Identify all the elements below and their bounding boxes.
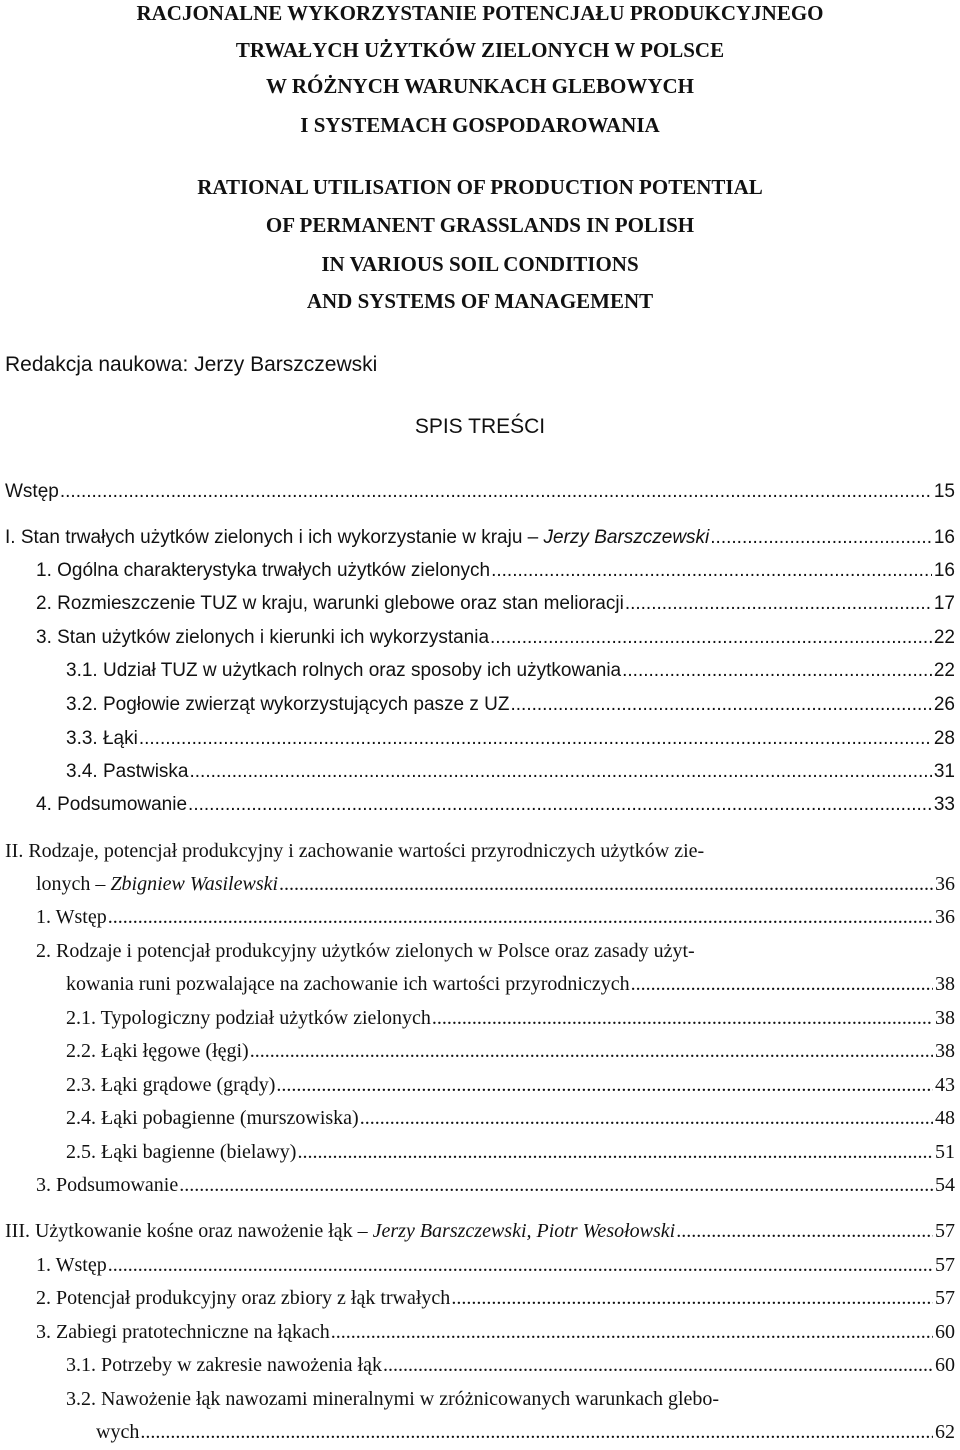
- toc-entry-page: 43: [935, 1074, 955, 1096]
- toc-entry-title: III. Użytkowanie kośne oraz nawożenie łąk –: [5, 1220, 373, 1242]
- toc-entry[interactable]: [36, 558, 955, 584]
- toc-entry-title: 2.2. Łąki łęgowe (łęgi): [66, 1040, 249, 1062]
- toc-entry[interactable]: [5, 479, 955, 505]
- title-en-line-4: AND SYSTEMS OF MANAGEMENT: [306, 289, 654, 313]
- toc-entry-title: 2.1. Typologiczny podział użytków zielonych: [66, 1007, 431, 1029]
- toc-entry-page: 15: [933, 481, 955, 502]
- toc-entry-page: 17: [933, 593, 955, 614]
- toc-heading: SPIS TREŚCI: [414, 415, 546, 438]
- toc-entry-page: 62: [935, 1421, 955, 1443]
- toc-entry[interactable]: [5, 525, 955, 551]
- toc-entry-page: 22: [933, 627, 955, 648]
- toc-entry-title: 3. Zabiegi pratotechniczne na łąkach: [36, 1321, 330, 1343]
- toc-entry-page: 57: [935, 1287, 955, 1309]
- title-en-line-2: OF PERMANENT GRASSLANDS IN POLISH: [265, 213, 695, 237]
- toc-entry-title: 2.5. Łąki bagienne (bielawy): [66, 1141, 297, 1163]
- toc-entry-title: 2. Potencjał produkcyjny oraz zbiory z łąk trwałych: [36, 1287, 451, 1309]
- toc-entry-page: 26: [933, 694, 955, 715]
- toc-entry-title-line[interactable]: 3.2. Nawożenie łąk nawozami mineralnymi w zróżnicowanych warunkach glebo-: [66, 1388, 720, 1410]
- toc-entry-page: 31: [933, 761, 955, 782]
- toc-entry-title: 3.4. Pastwiska: [66, 761, 189, 782]
- toc-entry-title: 4. Podsumowanie: [36, 794, 188, 815]
- toc-entry-author: Jerzy Barszczewski, Piotr Wesołowski: [372, 1220, 676, 1242]
- toc-entry-title: 3.1. Udział TUZ w użytkach rolnych oraz sposoby ich użytkowania: [66, 660, 622, 681]
- toc-entry-title: lonych –: [36, 873, 111, 895]
- toc-entry[interactable]: [96, 1419, 955, 1445]
- toc-entry-title: 2.4. Łąki pobagienne (murszowiska): [66, 1107, 359, 1129]
- toc-entry[interactable]: [66, 1352, 955, 1378]
- toc-entry-page: 60: [935, 1354, 955, 1376]
- toc-entry[interactable]: [36, 1319, 955, 1345]
- toc-entry[interactable]: [36, 792, 955, 818]
- toc-entry-page: 36: [935, 873, 955, 895]
- title-pl-line-2: TRWAŁYCH UŻYTKÓW ZIELONYCH W POLSCE: [235, 38, 725, 62]
- toc-entry-page: 51: [935, 1141, 955, 1163]
- toc-entry[interactable]: [66, 759, 955, 785]
- toc-entry-page: 54: [935, 1174, 955, 1196]
- toc-entry-author: Jerzy Barszczewski: [543, 527, 710, 548]
- toc-entry-author: Zbigniew Wasilewski: [110, 873, 279, 895]
- toc-entry[interactable]: [66, 1139, 955, 1165]
- toc-entry[interactable]: [66, 1038, 955, 1064]
- toc-entry-title: 2.3. Łąki grądowe (grądy): [66, 1074, 276, 1096]
- toc-entry-page: 38: [935, 973, 955, 995]
- toc-entry-title-line[interactable]: 2. Rodzaje i potencjał produkcyjny użytków zielonych w Polsce oraz zasady użyt-: [36, 940, 695, 962]
- toc-entry-page: 36: [935, 906, 955, 928]
- toc-entry-title: 1. Ogólna charakterystyka trwałych użytków zielonych: [36, 560, 491, 581]
- toc-entry[interactable]: [66, 1105, 955, 1131]
- toc-entry[interactable]: [36, 1285, 955, 1311]
- title-en-line-1: RATIONAL UTILISATION OF PRODUCTION POTENTIAL: [197, 175, 763, 199]
- toc-entry-page: 57: [935, 1220, 955, 1242]
- toc-entry-title: kowania runi pozwalające na zachowanie ich wartości przyrodniczych: [66, 973, 630, 995]
- toc-entry[interactable]: [66, 692, 955, 718]
- toc-entry-title: Wstęp: [5, 481, 59, 502]
- toc-entry-title: 3.3. Łąki: [66, 728, 138, 749]
- toc-entry-page: 38: [935, 1040, 955, 1062]
- toc-entry-title: 3.2. Pogłowie zwierząt wykorzystujących pasze z UZ: [66, 694, 510, 715]
- toc-entry-page: 38: [935, 1007, 955, 1029]
- toc-entry[interactable]: [36, 625, 955, 651]
- toc-entry-title: 3.1. Potrzeby w zakresie nawożenia łąk: [66, 1354, 382, 1376]
- toc-entry-page: 16: [933, 527, 955, 548]
- toc-entry-page: 60: [935, 1321, 955, 1343]
- title-pl-line-4: I SYSTEMACH GOSPODAROWANIA: [300, 113, 660, 137]
- toc-entry[interactable]: [36, 871, 955, 897]
- toc-entry-title: I. Stan trwałych użytków zielonych i ich wykorzystanie w kraju –: [5, 527, 544, 548]
- toc-entry[interactable]: [36, 1172, 955, 1198]
- scientific-editor: Redakcja naukowa: Jerzy Barszczewski: [5, 353, 378, 376]
- toc-entry[interactable]: [36, 591, 955, 617]
- toc-entry-page: 33: [933, 794, 955, 815]
- toc-entry-title: 3. Stan użytków zielonych i kierunki ich wykorzystania: [36, 627, 490, 648]
- toc-entry-title: 1. Wstęp: [36, 1254, 107, 1276]
- toc-entry-page: 48: [935, 1107, 955, 1129]
- toc-entry[interactable]: [66, 658, 955, 684]
- toc-entry-title: 3. Podsumowanie: [36, 1174, 179, 1196]
- toc-entry[interactable]: [66, 726, 955, 752]
- toc-entry-page: 16: [933, 560, 955, 581]
- toc-entry-page: 22: [933, 660, 955, 681]
- toc-entry[interactable]: [36, 904, 955, 930]
- toc-entry-title-line[interactable]: II. Rodzaje, potencjał produkcyjny i zachowanie wartości przyrodniczych użytków zie-: [5, 840, 705, 862]
- toc-entry[interactable]: [66, 971, 955, 997]
- title-pl-line-3: W RÓŻNYCH WARUNKACH GLEBOWYCH: [265, 74, 695, 98]
- toc-entry[interactable]: [5, 1218, 955, 1244]
- toc-entry-title: 1. Wstęp: [36, 906, 107, 928]
- toc-entry-title: wych: [96, 1421, 140, 1443]
- toc-entry-page: 28: [933, 728, 955, 749]
- toc-entry[interactable]: [66, 1072, 955, 1098]
- toc-entry[interactable]: [36, 1252, 955, 1278]
- toc-entry-title: 2. Rozmieszczenie TUZ w kraju, warunki glebowe oraz stan melioracji: [36, 593, 624, 614]
- title-pl-line-1: RACJONALNE WYKORZYSTANIE POTENCJAŁU PRODUKCYJNEGO: [136, 1, 824, 25]
- toc-entry-page: 57: [935, 1254, 955, 1276]
- toc-entry[interactable]: [66, 1005, 955, 1031]
- title-en-line-3: IN VARIOUS SOIL CONDITIONS: [321, 252, 639, 276]
